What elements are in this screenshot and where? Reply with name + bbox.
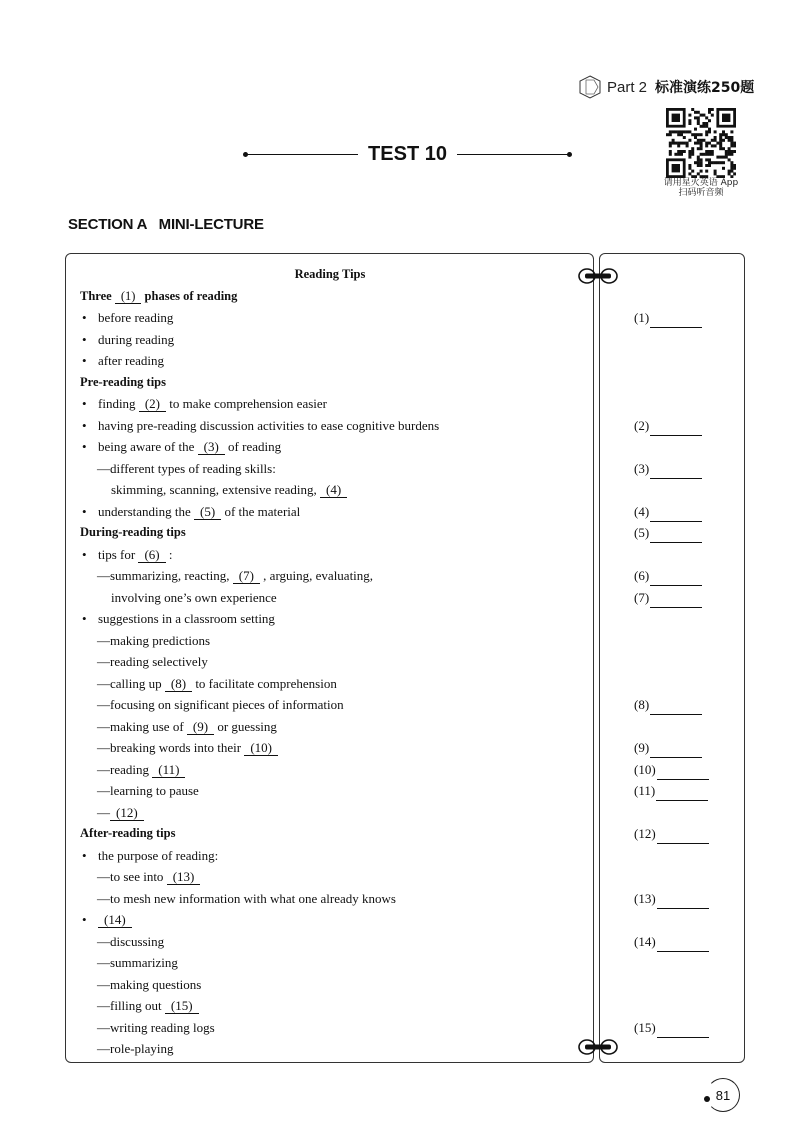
line-text: Three — [80, 288, 112, 303]
bullet-item — [80, 393, 580, 415]
line-text: —role-playing — [97, 1041, 174, 1056]
line-text: —filling out — [97, 998, 162, 1013]
answer-line[interactable] — [650, 422, 702, 436]
line-text: During-reading tips — [80, 525, 186, 539]
answer-slot[interactable] — [634, 588, 724, 608]
sub-item — [80, 866, 580, 888]
bullet-item — [80, 329, 580, 351]
sub-item — [80, 802, 580, 824]
answer-line[interactable] — [650, 465, 702, 479]
line-text: of reading — [228, 439, 282, 454]
bullet-item — [80, 909, 580, 931]
qr-caption-line1: 请用星火英语 App — [663, 178, 739, 188]
answer-label: (11) — [634, 783, 656, 798]
part-cn-label: 标准演练250题 — [655, 80, 755, 96]
answer-label: (10) — [634, 761, 656, 777]
line-text: phases of reading — [144, 288, 238, 303]
sub-item — [80, 974, 580, 996]
answer-line[interactable] — [656, 787, 708, 801]
notes-heading — [80, 823, 580, 845]
sub-item-continued — [80, 479, 580, 501]
line-text: —different types of reading skills: — [97, 460, 276, 476]
part-label: Part 2 — [607, 78, 648, 96]
line-text: —summarizing — [97, 955, 178, 970]
answer-label: (6) — [634, 568, 650, 583]
answer-line[interactable] — [657, 1024, 709, 1038]
sub-item — [80, 759, 580, 781]
answer-line[interactable] — [657, 766, 709, 780]
section-title: SECTION A MINI-LECTURE — [68, 216, 264, 233]
blank-field: (8) — [165, 677, 192, 692]
test-title — [245, 140, 570, 168]
line-text: —calling up — [97, 675, 162, 691]
binder-ring-icon — [575, 265, 621, 287]
answer-label: (12) — [634, 826, 656, 841]
line-text: After-reading tips — [80, 826, 176, 840]
line-text: —reading — [97, 761, 149, 777]
bullet-item — [80, 436, 580, 458]
line-text: Pre-reading tips — [80, 374, 166, 389]
answer-slot[interactable] — [634, 889, 724, 909]
line-text: —to mesh new information with what one already knows — [97, 890, 396, 906]
notes-heading — [80, 522, 580, 544]
answer-slot[interactable] — [634, 1018, 724, 1038]
page-number: 81 — [706, 1078, 740, 1112]
answer-slot[interactable] — [634, 566, 724, 586]
line-text: —to see into — [97, 869, 164, 884]
qr-caption-line2: 扫码听音频 — [678, 188, 724, 198]
answer-slot[interactable] — [634, 738, 724, 758]
line-text: before reading — [98, 310, 174, 325]
sub-item — [80, 630, 580, 652]
line-text: — — [97, 804, 110, 820]
line-text: —summarizing, reacting, — [97, 568, 230, 583]
answer-slot[interactable] — [634, 459, 724, 479]
answer-line[interactable] — [657, 938, 709, 952]
bullet-item — [80, 415, 580, 437]
title-rule-right — [457, 154, 570, 155]
blank-field: (4) — [320, 483, 347, 498]
answer-label: (7) — [634, 589, 650, 605]
line-text: to make comprehension easier — [169, 396, 327, 411]
line-text: —discussing — [97, 933, 165, 949]
blank-field: (6) — [138, 548, 165, 563]
line-text: being aware of the — [98, 439, 195, 454]
blank-field: (12) — [110, 806, 144, 821]
notes-content — [80, 264, 580, 1060]
bullet-item — [80, 544, 580, 566]
line-text: —focusing on significant pieces of information — [97, 697, 344, 712]
line-text: after reading — [98, 353, 165, 368]
answer-label: (14) — [634, 933, 656, 949]
sub-item — [80, 694, 580, 716]
answer-line[interactable] — [650, 572, 702, 586]
sub-item-continued — [80, 587, 580, 609]
line-text: having pre-reading discussion activities to ease cognitive burdens — [98, 417, 440, 433]
blank-field: (11) — [152, 763, 185, 778]
line-text: during reading — [98, 331, 175, 347]
answer-label: (4) — [634, 503, 650, 519]
line-text: tips for — [98, 546, 136, 562]
line-text: —making predictions — [97, 632, 211, 648]
answer-line[interactable] — [650, 744, 702, 758]
blank-field: (7) — [233, 569, 260, 584]
answer-label: (3) — [634, 460, 650, 476]
bullet-item — [80, 307, 580, 329]
line-text: , arguing, evaluating, — [263, 568, 374, 583]
answer-slot[interactable] — [634, 416, 724, 436]
sub-item — [80, 716, 580, 738]
blank-field: (1) — [115, 289, 142, 304]
sub-item — [80, 1038, 580, 1060]
title-rule-left — [245, 154, 358, 155]
answer-slot[interactable] — [634, 760, 724, 780]
answer-label: (13) — [634, 890, 656, 906]
blank-field: (9) — [187, 720, 214, 735]
line-text: skimming, scanning, extensive reading, — [111, 482, 317, 497]
part-tag — [577, 72, 757, 102]
line-text: —writing reading logs — [97, 1019, 215, 1035]
sub-item — [80, 952, 580, 974]
line-text: involving one’s own experience — [111, 589, 277, 605]
sub-item — [80, 1017, 580, 1039]
line-text: or guessing — [217, 718, 277, 734]
blank-field: (13) — [167, 870, 201, 885]
qr-code-icon[interactable] — [666, 108, 736, 178]
blank-field: (10) — [244, 741, 278, 756]
notes-heading — [80, 286, 580, 308]
notes-heading — [80, 372, 580, 394]
bullet-item — [80, 845, 580, 867]
sub-item — [80, 565, 580, 587]
answer-line[interactable] — [657, 830, 709, 844]
line-text: —making questions — [97, 976, 202, 992]
answer-label: (1) — [634, 310, 650, 325]
line-text: to facilitate comprehension — [195, 675, 337, 691]
sub-item — [80, 651, 580, 673]
answer-slot[interactable] — [634, 308, 724, 328]
answer-slot[interactable] — [634, 523, 724, 543]
answer-slot[interactable] — [634, 695, 724, 715]
answer-slot[interactable] — [634, 502, 724, 522]
answer-slot[interactable] — [634, 781, 724, 801]
bullet-item — [80, 350, 580, 372]
blank-field: (5) — [194, 505, 221, 520]
answer-line[interactable] — [650, 314, 702, 328]
line-text: —breaking words into their — [97, 740, 242, 755]
answer-slot[interactable] — [634, 824, 724, 844]
blank-field: (15) — [165, 999, 199, 1014]
answer-label: (15) — [634, 1019, 656, 1035]
sub-item — [80, 995, 580, 1017]
line-text: the purpose of reading: — [98, 847, 219, 863]
line-text: —making use of — [97, 718, 184, 734]
answer-line[interactable] — [650, 594, 702, 608]
line-text: understanding the — [98, 503, 191, 519]
answer-line[interactable] — [650, 508, 702, 522]
line-text: of the material — [224, 503, 301, 519]
sub-item — [80, 737, 580, 759]
sub-item — [80, 458, 580, 480]
sub-item — [80, 780, 580, 802]
answer-line[interactable] — [650, 529, 702, 543]
binder-ring-icon — [575, 1036, 621, 1058]
blank-field: (3) — [198, 440, 225, 455]
line-text: suggestions in a classroom setting — [98, 611, 275, 626]
blank-field: (2) — [139, 397, 166, 412]
bullet-item — [80, 501, 580, 523]
sub-item — [80, 673, 580, 695]
bullet-item — [80, 608, 580, 630]
line-text: : — [168, 546, 173, 562]
blank-field: (14) — [98, 913, 132, 928]
line-text: finding — [98, 396, 136, 411]
notes-title: Reading Tips — [294, 267, 366, 281]
answer-label: (8) — [634, 697, 650, 712]
test-title-text: TEST 10 — [368, 142, 447, 165]
sub-item — [80, 931, 580, 953]
answer-label: (2) — [634, 417, 650, 433]
answer-slot[interactable] — [634, 932, 724, 952]
answer-line[interactable] — [650, 701, 702, 715]
answer-line[interactable] — [657, 895, 709, 909]
qr-caption — [652, 178, 750, 198]
answer-label: (5) — [634, 525, 650, 540]
answer-label: (9) — [634, 740, 650, 755]
line-text: —reading selectively — [97, 654, 208, 669]
hexagon-icon — [577, 74, 603, 100]
line-text: —learning to pause — [97, 783, 199, 798]
sub-item — [80, 888, 580, 910]
